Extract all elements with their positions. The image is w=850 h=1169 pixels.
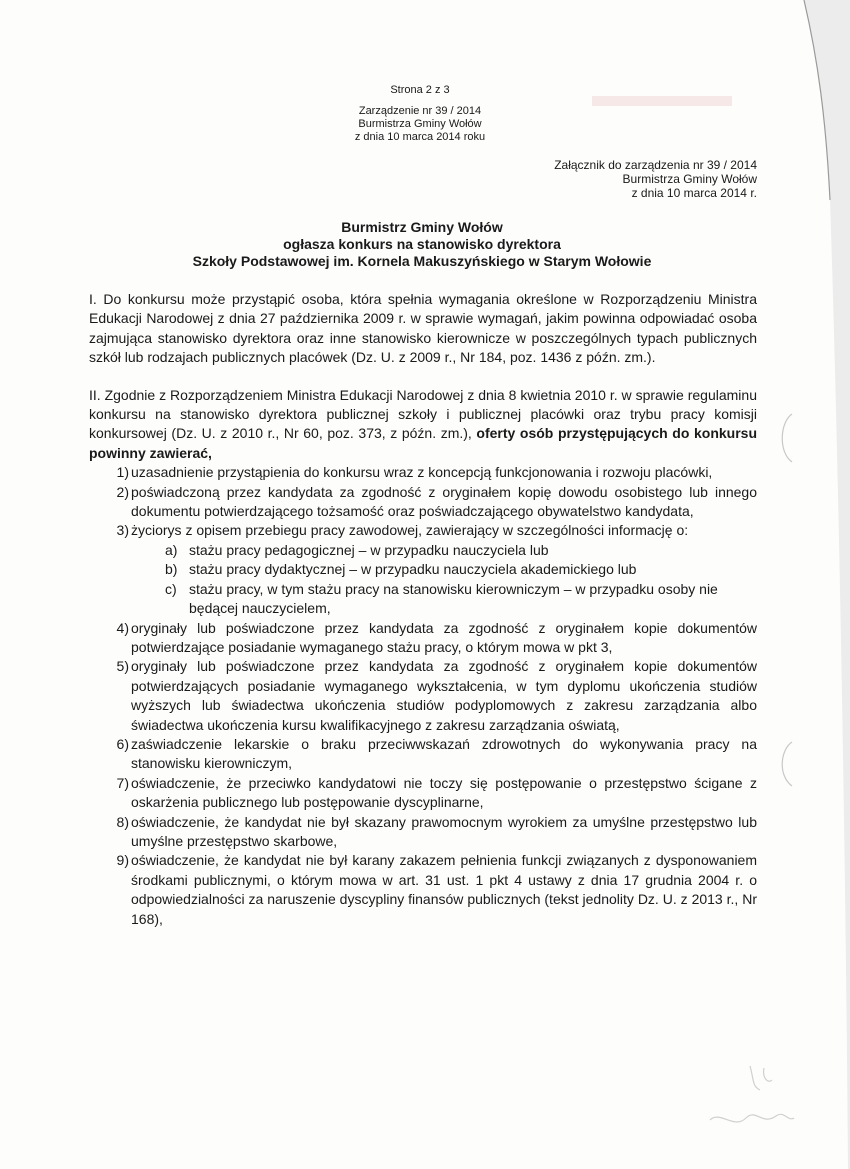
punch-hole-mark-top [776, 412, 796, 464]
list-item-text: oświadczenie, że przeciwko kandydatowi nie toczy się postępowanie o przestępstwo ścigane z oskarżenia publicznego lub postępowanie dyscyplinarne, [131, 774, 757, 811]
header-line-issuer: Burmistrza Gminy Wołów [358, 118, 482, 130]
requirements-list [89, 463, 757, 929]
sub-list-letter: c) [165, 580, 177, 597]
section-ii-lead-bold: oferty osób przystępujących do konkursu powinny zawierać, [89, 425, 757, 461]
handwritten-initials [690, 1060, 800, 1150]
list-item-text: oświadczenie, że kandydat nie był skazany prawomocnym wyrokiem za umyślne przestępstwo lub umyślne przestępstwo skarbowe, [131, 813, 757, 849]
list-item-number: 7) [116, 774, 129, 791]
list-item-text: oświadczenie, że kandydat nie był karany zakazem pełnienia funkcji związanych z dysponowaniem środkami publicznymi, o którym mowa w art. 31 ust. 1 pkt 4 ustawy z dnia 17 grudnia 2004 r. o odpowiedzialności za naruszenie dyscypliny finansów publicznych (tekst jednolity Dz. U. z 2013 r., Nr 168), [131, 852, 757, 927]
list-item [89, 619, 757, 658]
list-item-text: poświadczoną przez kandydata za zgodność z oryginałem kopię dowodu osobistego lub innego dokumentu potwierdzającego tożsamość oraz poświadczającego obywatelstwo kandydata, [131, 483, 757, 520]
sub-list-item [89, 580, 757, 619]
list-item-number: 1) [116, 464, 129, 481]
title-line-3: Szkoły Podstawowej im. Kornela Makuszyńskiego w Starym Wołowie [192, 253, 652, 269]
list-item-text: życiorys z opisem przebiegu pracy zawodowej, zawierający w szczególności informację o: [131, 522, 689, 539]
title-line-2: ogłasza konkurs na stanowisko dyrektora [283, 236, 561, 252]
sub-list-text: stażu pracy dydaktycznej – w przypadku nauczyciela akademickiego lub [189, 561, 637, 578]
list-item-number: 8) [116, 813, 129, 830]
list-item [89, 657, 757, 735]
list-item-text: oryginały lub poświadczone przez kandydata za zgodność z oryginałem kopie dokumentów potwierdzające posiadanie wymaganego stażu pracy, o którym mowa w pkt 3, [131, 619, 757, 655]
section-i-paragraph: I. Do konkursu może przystąpić osoba, która spełnia wymagania określone w Rozporządzeniu Ministra Edukacji Narodowej z dnia 27 października 2009 r. w sprawie wymagań, jakim powinna odpowiadać osoba zajmująca stanowisko dyrektora oraz inne stanowisko kierownicze w poszczególnych typach publicznych szkół lub rodzajach publicznych placówek (Dz. U. z 2009 r., Nr 184, poz. 1436 z późn. zm.). [89, 291, 757, 366]
list-item-number: 5) [116, 658, 129, 675]
list-item-number: 2) [116, 483, 129, 500]
header-line-date: z dnia 10 marca 2014 roku [354, 131, 486, 143]
sub-list [89, 541, 757, 619]
attachment-line-date: z dnia 10 marca 2014 r. [631, 186, 757, 200]
attachment-line-issuer: Burmistrza Gminy Wołów [622, 172, 757, 186]
list-item-number: 6) [116, 735, 129, 752]
list-item [89, 483, 757, 522]
sub-list-letter: b) [165, 561, 178, 578]
section-ii-lead [89, 386, 757, 464]
list-item [89, 521, 757, 618]
list-item-text: uzasadnienie przystąpienia do konkursu wraz z koncepcją funkcjonowania i rozwoju placówki, [131, 464, 713, 481]
title-line-1: Burmistrz Gminy Wołów [341, 219, 503, 235]
header-line-decree: Zarządzenie nr 39 / 2014 [358, 105, 482, 117]
sub-list-letter: a) [165, 541, 178, 558]
sub-list-item [89, 541, 757, 560]
list-item-number: 4) [116, 619, 129, 636]
list-item [89, 735, 757, 774]
list-item [89, 813, 757, 852]
page-number: Strona 2 z 3 [390, 84, 450, 96]
scan-page-edge [760, 0, 850, 1169]
list-item-number: 9) [116, 852, 129, 869]
list-item-text: zaświadczenie lekarskie o braku przeciwwskazań zdrowotnych do wykonywania pracy na stanowisku kierowniczym, [131, 735, 757, 772]
list-item-number: 3) [116, 522, 129, 539]
attachment-note [554, 158, 757, 200]
section-ii-lead-text: II. Zgodnie z Rozporządzeniem Ministra Edukacji Narodowej z dnia 8 kwietnia 2010 r. w sprawie regulaminu konkursu na stanowisko dyrektora publicznej szkoły i publicznej placówki oraz trybu pracy komisji konkursowej (Dz. U. z 2010 r., Nr 60, poz. 373, z późn. zm.), [89, 386, 757, 442]
sub-list-text: stażu pracy pedagogicznej – w przypadku nauczyciela lub [189, 541, 549, 558]
attachment-line-decree: Załącznik do zarządzenia nr 39 / 2014 [554, 158, 757, 172]
list-item [89, 851, 757, 929]
document-header [0, 84, 850, 144]
list-item [89, 774, 757, 813]
document-title [0, 219, 850, 270]
list-item [89, 463, 757, 482]
punch-hole-mark-bottom [776, 740, 796, 788]
document-body [89, 290, 757, 929]
sub-list-text: stażu pracy, w tym stażu pracy na stanowisku kierowniczym – w przypadku osoby nie będącej nauczycielem, [189, 580, 718, 617]
sub-list-item [89, 560, 757, 579]
list-item-text: oryginały lub poświadczone przez kandydata za zgodność z oryginałem kopie dokumentów potwierdzających posiadanie wymaganego wykształcenia, w tym dyplomu ukończenia studiów wyższych lub świadectwa ukończenia studiów podyplomowych z zakresu zarządzania albo świadectwa ukończenia kursu kwalifikacyjnego z zakresu zarządzania oświatą, [131, 658, 757, 733]
